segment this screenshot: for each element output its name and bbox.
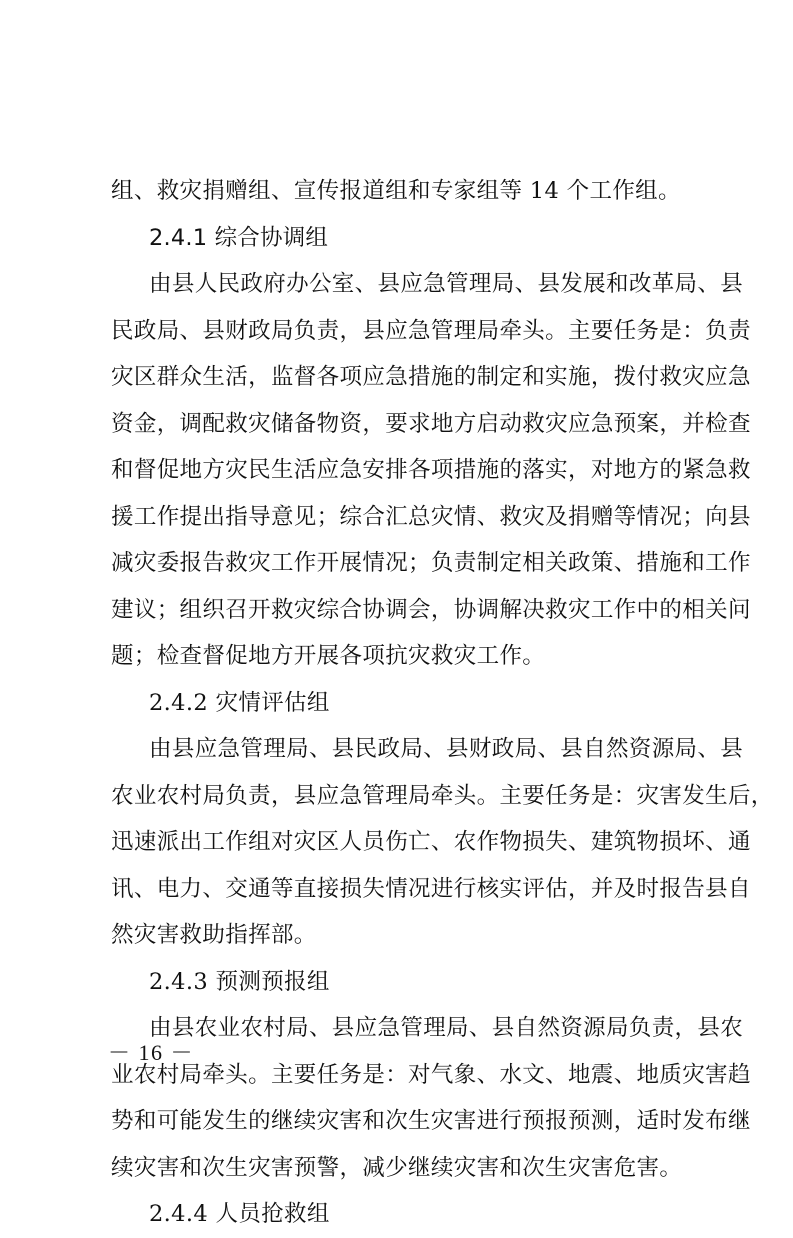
body-line: 讯、电力、交通等直接损失情况进行核实评估，并及时报告县自 [111,875,751,902]
body-line-last: 然灾害救助指挥部。 [111,922,317,948]
body-line: 势和可能发生的继续灾害和次生灾害进行预报预测，适时发布继 [111,1108,751,1134]
body-line-continuation: 组、救灾捐赠组、宣传报道组和专家组等 14 个工作组。 [111,178,681,204]
body-line: 由县应急管理局、县民政局、县财政局、县自然资源局、县 [149,736,744,762]
section-heading-2-4-3: 2.4.3 预测预报组 [149,968,330,995]
body-line: 由县农业农村局、县应急管理局、县自然资源局负责，县农 [149,1015,744,1041]
section-heading-2-4-1: 2.4.1 综合协调组 [149,224,329,251]
body-line: 业农村局牵头。主要任务是：对气象、水文、地震、地质灾害趋 [111,1061,751,1088]
document-body [111,168,774,1238]
body-line-last: 续灾害和次生灾害预警，减少继续灾害和次生灾害危害。 [111,1154,683,1181]
body-line: 和督促地方灾民生活应急安排各项措施的落实，对地方的紧急救 [111,457,751,483]
body-line: 灾区群众生活，监督各项应急措施的制定和实施，拨付救灾应急 [111,364,751,390]
body-line: 农业农村局负责，县应急管理局牵头。主要任务是：灾害发生后， [111,782,774,809]
body-line: 民政局、县财政局负责，县应急管理局牵头。主要任务是：负责 [111,317,751,344]
body-line: 由县人民政府办公室、县应急管理局、县发展和改革局、县 [149,271,744,297]
body-line-last: 题；检查督促地方开展各项抗灾救灾工作。 [111,643,546,669]
body-line: 减灾委报告救灾工作开展情况；负责制定相关政策、措施和工作 [111,550,751,576]
section-heading-2-4-4: 2.4.4 人员抢救组 [149,1201,330,1227]
body-line: 迅速派出工作组对灾区人员伤亡、农作物损失、建筑物损坏、通 [111,829,751,855]
page-number: － 16 － [108,1040,195,1065]
section-heading-2-4-2: 2.4.2 灾情评估组 [149,689,330,716]
body-line: 建议；组织召开救灾综合协调会，协调解决救灾工作中的相关问 [111,596,751,623]
body-line: 援工作提出指导意见；综合汇总灾情、救灾及捐赠等情况；向县 [111,503,751,530]
body-line: 资金，调配救灾储备物资，要求地方启动救灾应急预案，并检查 [111,410,751,437]
